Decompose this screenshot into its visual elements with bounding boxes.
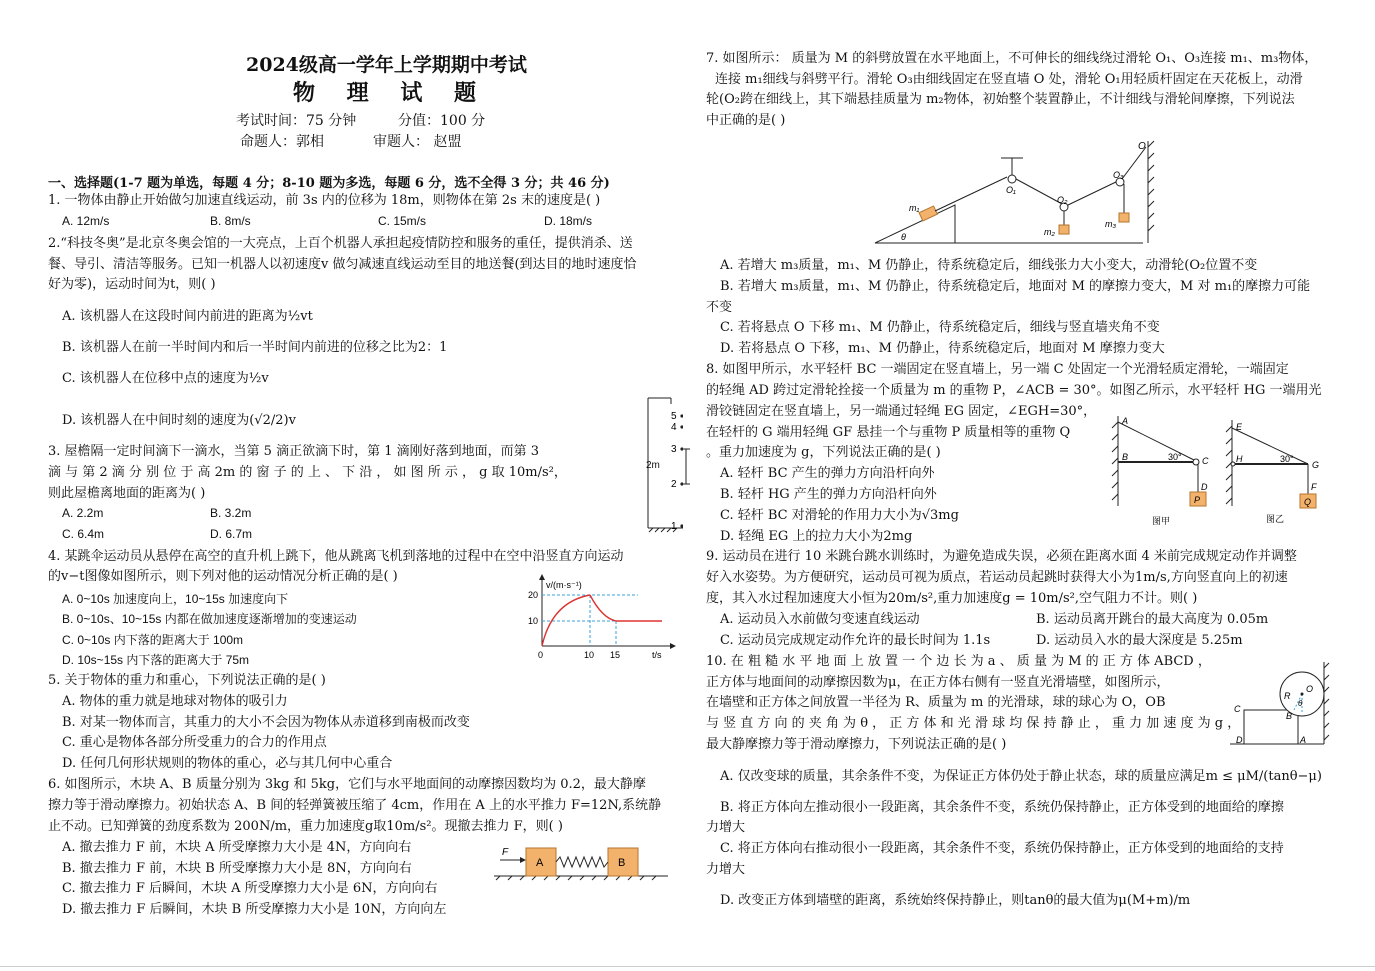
q7-label-theta: θ: [901, 232, 906, 242]
q3-label-5: 5: [671, 411, 677, 422]
q10-label-d: D: [1236, 735, 1243, 745]
q10-label-theta: θ: [1298, 699, 1303, 708]
q6-option-a: A. 撤去推力 F 前，木块 A 所受摩擦力大小是 4N，方向向右: [62, 840, 412, 855]
q2-line-3: 好为零)，运动时间为t，则( ): [48, 277, 216, 292]
q8a-caption: 图甲: [1152, 516, 1171, 526]
q7-label-m1: m₁: [909, 203, 920, 213]
q8b-label-h: H: [1236, 454, 1243, 464]
q4-vt-graph: [520, 574, 680, 664]
q4-xlabel: t/s: [652, 650, 662, 660]
q6-label-f: F: [502, 847, 509, 858]
q8-option-c: C. 轻杆 BC 对滑轮的作用力大小为√3mg: [720, 508, 959, 523]
q7-option-d: D. 若将悬点 O 下移，m₁、M 仍静止，待系统稳定后，地面对 M 摩擦力变大: [720, 341, 1165, 356]
q10-option-c-1: C. 将正方体向右推动很小一段距离，其余条件不变，系统仍保持静止，正方体受到的地面给的支持: [720, 841, 1284, 856]
q7-line-4: 中正确的是( ): [706, 113, 786, 128]
q4-option-c: C. 0~10s 内下落的距离大于 100m: [62, 633, 244, 647]
q1-option-c: C. 15m/s: [378, 214, 427, 228]
q10-line-4: 与 竖 直 方 向 的 夹 角 为 θ ， 正 方 体 和 光 滑 球 均 保 持 静 止 ， 重 力 加 速 度 为 g ，: [706, 716, 1241, 731]
q10-line-5: 最大静摩擦力等于滑动摩擦力，下列说法正确的是( ): [706, 737, 1007, 752]
q8-figure-b: [1224, 414, 1336, 530]
q3-label-1: 1: [671, 521, 677, 532]
q7-label-o: O: [1138, 141, 1146, 152]
q7-option-b-2: 不变: [706, 300, 733, 315]
q5-stem: 5. 关于物体的重力和重心，下列说法正确的是( ): [48, 673, 326, 688]
q3-line-3: 则此屋檐离地面的距离为( ): [48, 486, 206, 501]
q7-line-2: 连接 m₁细线与斜劈平行。滑轮 O₃由细线固定在竖直墙 O 处，滑轮 O₁用轻质杆固定在天花板上，动滑: [715, 72, 1303, 87]
subject-title: 物 理 试 题: [293, 80, 488, 106]
q6-label-b: B: [618, 857, 626, 869]
q10-label-c: C: [1234, 704, 1241, 714]
q10-label-o: O: [1306, 684, 1314, 694]
q4-xtick-0: 0: [538, 650, 544, 660]
q10-option-a: A. 仅改变球的质量，其余条件不变，为保证正方体仍处于静止状态，球的质量应满足m ≤ μM/(tanθ−μ): [720, 769, 1322, 784]
q7-option-b-1: B. 若增大 m₃质量，m₁、M 仍静止，待系统稳定后，地面对 M 的摩擦力变大，M 对 m₁的摩擦力可能: [720, 279, 1311, 294]
q6-line-3: 止不动。已知弹簧的劲度系数为 200N/m，重力加速度g取10m/s²。现撤去推力 F，则( ): [48, 819, 563, 834]
q3-label-3: 3: [671, 444, 677, 455]
q1-stem: 1. 一物体由静止开始做匀加速直线运动，前 3s 内的位移为 18m，则物体在第 2s 末的速度是( ): [48, 193, 601, 208]
q7-option-c: C. 若将悬点 O 下移 m₁、M 仍静止，待系统稳定后，细线与竖直墙夹角不变: [720, 320, 1160, 335]
q2-line-2: 餐、导引、清洁等服务。已知一机器人以初速度v 做匀减速直线运动至目的地送餐(到达目的地时速度恰: [48, 257, 637, 272]
q8b-caption: 图乙: [1266, 514, 1285, 524]
q3-figure: [593, 396, 683, 536]
q7-label-m2: m₂: [1044, 227, 1055, 237]
q4-line-2: 的v−t图像如图所示，则下列对他的运动情况分析正确的是( ): [48, 569, 398, 584]
q8a-label-p: P: [1194, 495, 1201, 505]
q3-option-c: C. 6.4m: [62, 527, 105, 541]
q10-label-r: R: [1284, 691, 1291, 701]
q9-line-3: 度，其入水过程加速度大小恒为20m/s²,重力加速度g = 10m/s²,空气阻力不计。则( ): [706, 591, 1198, 606]
q2-option-a: A. 该机器人在这段时间内前进的距离为½vt: [62, 309, 313, 324]
q4-line-1: 4. 某跳伞运动员从悬停在高空的直升机上跳下，他从跳离飞机到落地的过程中在空中沿竖直方向运动: [48, 549, 624, 564]
q9-line-2: 好入水姿势。为方便研究，运动员可视为质点，若运动员起跳时获得大小为1m/s,方向竖直向上的初速: [706, 570, 1288, 585]
q8-option-d: D. 轻绳 EG 上的拉力大小为2mg: [720, 529, 913, 544]
q7-figure: [871, 135, 1161, 247]
exam-score: 分值：100 分: [398, 113, 486, 129]
q9-option-d: D. 运动员入水的最大深度是 5.25m: [1036, 633, 1243, 648]
q3-option-a: A. 2.2m: [62, 506, 104, 520]
q10-option-d: D. 改变正方体到墙壁的距离，系统始终保持静止，则tanθ的最大值为μ(M+m)/m: [720, 893, 1191, 908]
q10-option-b-2: 力增大: [706, 820, 746, 835]
q7-line-3: 轮(O₂跨在细线上，其下端悬挂质量为 m₂物体，初始整个装置静止，不计细线与滑轮间摩擦，下列说法: [706, 92, 1295, 107]
q10-figure: [1228, 660, 1330, 748]
q7-label-o1: O₁: [1006, 185, 1016, 195]
q3-label-4: 4: [671, 422, 677, 433]
q2-line-1: 2.“科技冬奥”是北京冬奥会馆的一大亮点，上百个机器人承担起疫情防控和服务的重任，提供消杀、送: [48, 236, 633, 251]
q6-line-1: 6. 如图所示，木块 A、B 质量分别为 3kg 和 5kg，它们与水平地面间的动摩擦因数均为 0.2，最大静摩: [48, 777, 646, 792]
q3-line-1: 3. 屋檐隔一定时间滴下一滴水，当第 5 滴正欲滴下时，第 1 滴刚好落到地面，而第 3: [48, 444, 540, 459]
q8-option-b: B. 轻杆 HG 产生的弹力方向沿杆向外: [720, 487, 937, 502]
q3-label-2: 2: [671, 479, 677, 490]
q8b-label-e: E: [1236, 422, 1243, 432]
q8-option-a: A. 轻杆 BC 产生的弹力方向沿杆向外: [720, 466, 935, 481]
q2-option-b: B. 该机器人在前一半时间内和后一半时间内前进的位移之比为2：1: [62, 340, 448, 355]
q7-label-o3: O₃: [1113, 170, 1124, 180]
q4-ytick-20: 20: [528, 590, 539, 600]
q8a-label-angle: 30°: [1168, 452, 1182, 462]
q9-option-b: B. 运动员离开跳台的最大高度为 0.05m: [1036, 612, 1269, 627]
q10-label-a: A: [1300, 735, 1307, 745]
q8a-label-d: D: [1201, 482, 1208, 492]
q8b-label-f: F: [1311, 482, 1317, 492]
q8b-label-g: G: [1312, 460, 1320, 470]
q4-option-b: B. 0~10s、10~15s 内都在做加速度逐渐增加的变速运动: [62, 612, 357, 626]
q4-ytick-10: 10: [528, 616, 539, 626]
q8-line-4: 在轻杆的 G 端用轻绳 GF 悬挂一个与重物 P 质量相等的重物 Q: [706, 425, 1071, 440]
q1-option-d: D. 18m/s: [544, 214, 593, 228]
q10-label-b: B: [1286, 711, 1293, 721]
exam-time: 考试时间：75 分钟: [236, 113, 357, 129]
q8a-label-b: B: [1122, 452, 1129, 462]
q4-xtick-10: 10: [584, 650, 595, 660]
exam-author: 命题人：郭相: [240, 134, 324, 150]
q5-option-d: D. 任何几何形状规则的物体的重心，必与其几何中心重合: [62, 756, 393, 771]
q8-line-1: 8. 如图甲所示，水平轻杆 BC 一端固定在竖直墙上，另一端 C 处固定一个光滑轻质定滑轮，一端固定: [706, 362, 1289, 377]
q9-option-c: C. 运动员完成规定动作允许的最长时间为 1.1s: [720, 633, 991, 648]
q6-option-d: D. 撤去推力 F 后瞬间，木块 B 所受摩擦力大小是 10N，方向向左: [62, 902, 447, 917]
section-heading: 一、选择题(1-7 题为单选，每题 4 分；8-10 题为多选，每题 6 分，选不全得 3 分；共 46 分): [48, 176, 610, 191]
q10-line-3: 在墙壁和正方体之间放置一半径为 R、质量为 m 的光滑球，球的球心为 O，OB: [706, 695, 1166, 710]
q8-figure-a: [1110, 414, 1220, 530]
q3-dim-label: 2m: [646, 460, 660, 471]
q9-option-a: A. 运动员入水前做匀变速直线运动: [720, 612, 920, 627]
q9-line-1: 9. 运动员在进行 10 米跳台跳水训练时，为避免造成失误，必须在距离水面 4 米前完成规定动作并调整: [706, 549, 1297, 564]
q7-option-a: A. 若增大 m₃质量，m₁、M 仍静止，待系统稳定后，细线张力大小变大，动滑轮(O₂位置不变: [720, 258, 1258, 273]
q2-option-c: C. 该机器人在位移中点的速度为½v: [62, 371, 269, 386]
q8a-label-c: C: [1202, 456, 1209, 466]
q10-line-2: 正方体与地面间的动摩擦因数为μ，在正方体右侧有一竖直光滑墙壁，如图所示，: [706, 675, 1170, 690]
q10-option-c-2: 力增大: [706, 862, 746, 877]
q5-option-c: C. 重心是物体各部分所受重力的合力的作用点: [62, 735, 327, 750]
q10-option-b-1: B. 将正方体向左推动很小一段距离，其余条件不变，系统仍保持静止，正方体受到的地面给的摩擦: [720, 800, 1284, 815]
q3-option-d: D. 6.7m: [210, 527, 253, 541]
q8-line-3: 滑铰链固定在竖直墙上，另一端通过轻绳 EG 固定，∠EGH=30°，: [706, 404, 1097, 419]
q4-option-a: A. 0~10s 加速度向上，10~15s 加速度向下: [62, 592, 289, 606]
q4-option-d: D. 10s~15s 内下落的距离大于 75m: [62, 653, 250, 667]
q7-label-o2: O₂: [1057, 195, 1068, 205]
q5-option-a: A. 物体的重力就是地球对物体的吸引力: [62, 694, 288, 709]
q8a-label-a: A: [1122, 416, 1129, 426]
q6-option-b: B. 撤去推力 F 前，木块 B 所受摩擦力大小是 8N，方向向右: [62, 861, 412, 876]
q8-line-2: 的轻绳 AD 跨过定滑轮拴接一个质量为 m 的重物 P，∠ACB = 30°。如图乙所示，水平轻杆 HG 一端用光: [706, 383, 1322, 398]
q6-option-c: C. 撤去推力 F 后瞬间，木块 A 所受摩擦力大小是 6N，方向向右: [62, 881, 438, 896]
q8-line-5: 。重力加速度为 g，下列说法正确的是( ): [706, 445, 941, 460]
q4-ylabel: v/(m·s⁻¹): [546, 580, 582, 590]
q7-line-1: 7. 如图所示： 质量为 M 的斜劈放置在水平地面上，不可伸长的细线绕过滑轮 O₁、O₃连接 m₁、m₃物体，: [706, 51, 1318, 66]
q3-dimension: [680, 446, 700, 490]
exam-reviewer: 审题人： 赵盟: [373, 134, 462, 150]
q6-figure: [490, 840, 672, 882]
q8b-label-q: Q: [1304, 497, 1312, 507]
q3-line-2: 滴 与 第 2 滴 分 别 位 于 高 2m 的 窗 子 的 上 、 下 沿 ， 如 图 所 示 ， g 取 10m/s²，: [48, 465, 567, 480]
q7-label-m3: m₃: [1105, 219, 1117, 229]
exam-title: 2024级高一学年上学期期中考试: [246, 54, 527, 76]
q5-option-b: B. 对某一物体而言，其重力的大小不会因为物体从赤道移到南极而改变: [62, 715, 470, 730]
q6-label-a: A: [536, 857, 544, 869]
q8b-label-angle: 30°: [1280, 454, 1294, 464]
q1-option-a: A. 12m/s: [62, 214, 110, 228]
q6-line-2: 擦力等于滑动摩擦力。初始状态 A、B 间的轻弹簧被压缩了 4cm，作用在 A 上的水平推力 F=12N,系统静: [48, 798, 662, 813]
q2-option-d: D. 该机器人在中间时刻的速度为(√2/2)v: [62, 413, 296, 428]
q3-option-b: B. 3.2m: [210, 506, 252, 520]
q1-option-b: B. 8m/s: [210, 214, 251, 228]
q4-xtick-15: 15: [610, 650, 621, 660]
page-bottom-border: [0, 966, 1375, 967]
q10-line-1: 10. 在 粗 糙 水 平 地 面 上 放 置 一 个 边 长 为 a 、 质 量 为 M 的 正 方 体 ABCD ，: [706, 654, 1211, 669]
